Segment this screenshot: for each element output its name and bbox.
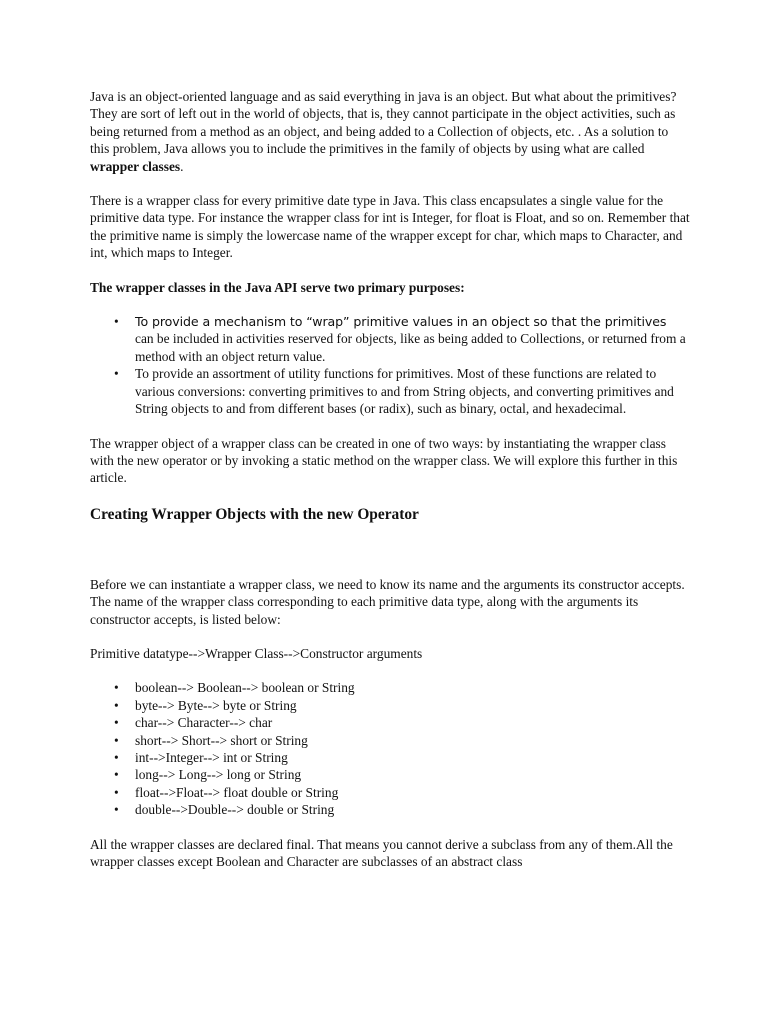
- purpose-item-1: [90, 313, 690, 365]
- creation-paragraph: The wrapper object of a wrapper class can be created in one of two ways: by instantiating the wrapper class with the new operator or by invoking a static method on the wrapper class. We will explore this further in this article.: [90, 435, 678, 486]
- type-item-float: • float-->Float--> float double or String: [90, 784, 690, 801]
- section-heading: Creating Wrapper Objects with the new Operator: [90, 505, 419, 523]
- intro-end: .: [180, 158, 184, 174]
- type-item-int: • int-->Integer--> int or String: [90, 749, 690, 766]
- purpose-1-rest: can be included in activities reserved for objects, like as being added to Collections, or returned from a method with an object return value.: [135, 331, 686, 364]
- intro-text: Java is an object-oriented language and as said everything in java is an object. But what about the primitives? They are sort of left out in the world of objects, that is, they cannot participate in the object activities, such as being returned from a method as an object, and being added to a Collection of objects, etc. . As a solution to this problem, Java allows you to include the primitives in the family of objects by using what are called: [90, 89, 677, 157]
- final-paragraph: All the wrapper classes are declared final. That means you cannot derive a subclass from any of them.All the wrapper classes except Boolean and Character are subclasses of an abstract class: [90, 836, 673, 869]
- type-item-char: • char--> Character--> char: [90, 714, 690, 731]
- purposes-heading: [90, 279, 690, 296]
- instantiate-paragraph: Before we can instantiate a wrapper class, we need to know its name and the arguments its constructor accepts. The name of the wrapper class corresponding to each primitive data type, along with the arguments its constructor accepts, is listed below:: [90, 576, 685, 627]
- type-item-byte: • byte--> Byte--> byte or String: [90, 697, 690, 714]
- purposes-heading-text: The wrapper classes in the Java API serve two primary purposes:: [90, 279, 465, 295]
- type-item-double: • double-->Double--> double or String: [90, 801, 690, 818]
- type-item-short: • short--> Short--> short or String: [90, 732, 690, 749]
- purposes-list: [90, 313, 690, 417]
- type-item-long: • long--> Long--> long or String: [90, 766, 690, 783]
- purpose-item-2: • To provide an assortment of utility functions for primitives. Most of these functions are related to various conversions: converting primitives to and from String objects, and converting primitives and String objects to and from different bases (or radix), such as binary, octal, and hexadecimal.: [90, 365, 690, 417]
- article-body: [90, 88, 690, 870]
- wrapper-class-paragraph: There is a wrapper class for every primitive date type in Java. This class encapsulates a single value for the primitive data type. For instance the wrapper class for int is Integer, for float is Float, and so on. Remember that the primitive name is simply the lowercase name of the wrapper except for char, which maps to Character, and int, which maps to Integer.: [90, 193, 690, 261]
- type-item-boolean: • boolean--> Boolean--> boolean or String: [90, 679, 690, 696]
- purpose-1-lead: To provide a mechanism to “wrap” primitive values in an object so that the primitives: [135, 314, 667, 330]
- types-list: [90, 679, 690, 818]
- types-heading: Primitive datatype-->Wrapper Class-->Constructor arguments: [90, 645, 423, 661]
- intro-paragraph: [90, 88, 690, 175]
- intro-bold-term: wrapper classes: [90, 158, 181, 174]
